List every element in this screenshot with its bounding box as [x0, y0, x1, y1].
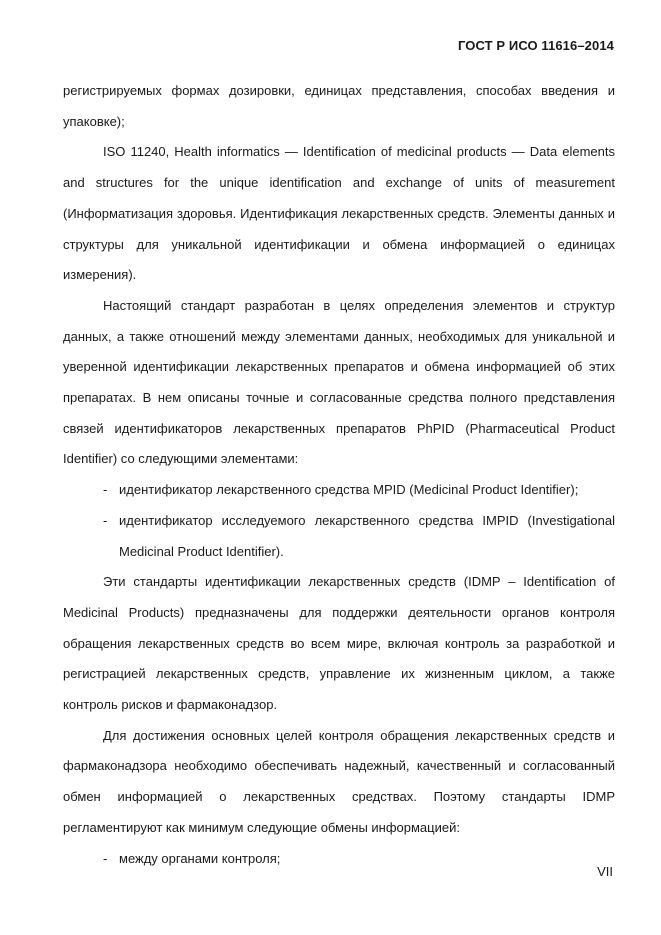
- paragraph: регистрируемых формах дозировки, единицах представления, способах введения и упаковке);: [63, 83, 615, 129]
- list-item-text: идентификатор исследуемого лекарственного средства IMPID (Investigational Medicinal Product Identifier).: [119, 512, 615, 559]
- paragraph: Настоящий стандарт разработан в целях определения элементов и структур данных, а также отношений между элементами данных, необходимых для уникальной и уверенной идентификации лекарственных препаратов и обмена информацией об этих препаратах. В нем описаны точные и согласованные средства полного представления связей идентификаторов лекарственных препаратов PhPID (Pharmaceutical Product Identifier) со следующими элементами:: [63, 297, 615, 467]
- paragraph: Для достижения основных целей контроля обращения лекарственных средств и фармаконадзора необходимо обеспечивать надежный, качественный и согласованный обмен информацией о лекарственных средствах. Поэтому стандарты IDMP регламентируют как минимум следующие обмены информацией:: [63, 727, 615, 835]
- paragraph: ISO 11240, Health informatics — Identification of medicinal products — Data elements and structures for the unique identification and exchange of units of measurement (Информатизация здоровья. Идентификация лекарственных средств. Элементы данных и структуры для уникальной идентификации и обмена информацией о единицах измерения).: [63, 144, 615, 283]
- paragraph: Эти стандарты идентификации лекарственных средств (IDMP – Identification of Medicinal Products) предназначены для поддержки деятельности органов контроля обращения лекарственных средств во всем мире, включая контроль за разработкой и регистрацией лекарственных средств, управление их жизненным циклом, а также контроль рисков и фармаконадзор.: [63, 574, 615, 713]
- list-item: [63, 844, 615, 875]
- list-bullet: -: [103, 850, 108, 866]
- list-bullet: -: [103, 512, 108, 528]
- document-body: [63, 76, 615, 874]
- list-item: [63, 506, 615, 567]
- page-number: VII: [597, 864, 613, 879]
- list-bullet: -: [103, 482, 108, 498]
- list-item: [63, 475, 615, 506]
- list-item-text: идентификатор лекарственного средства MPID (Medicinal Product Identifier);: [119, 482, 579, 498]
- list-item-text: между органами контроля;: [119, 850, 281, 866]
- document-header: ГОСТ Р ИСО 11616–2014: [457, 38, 614, 53]
